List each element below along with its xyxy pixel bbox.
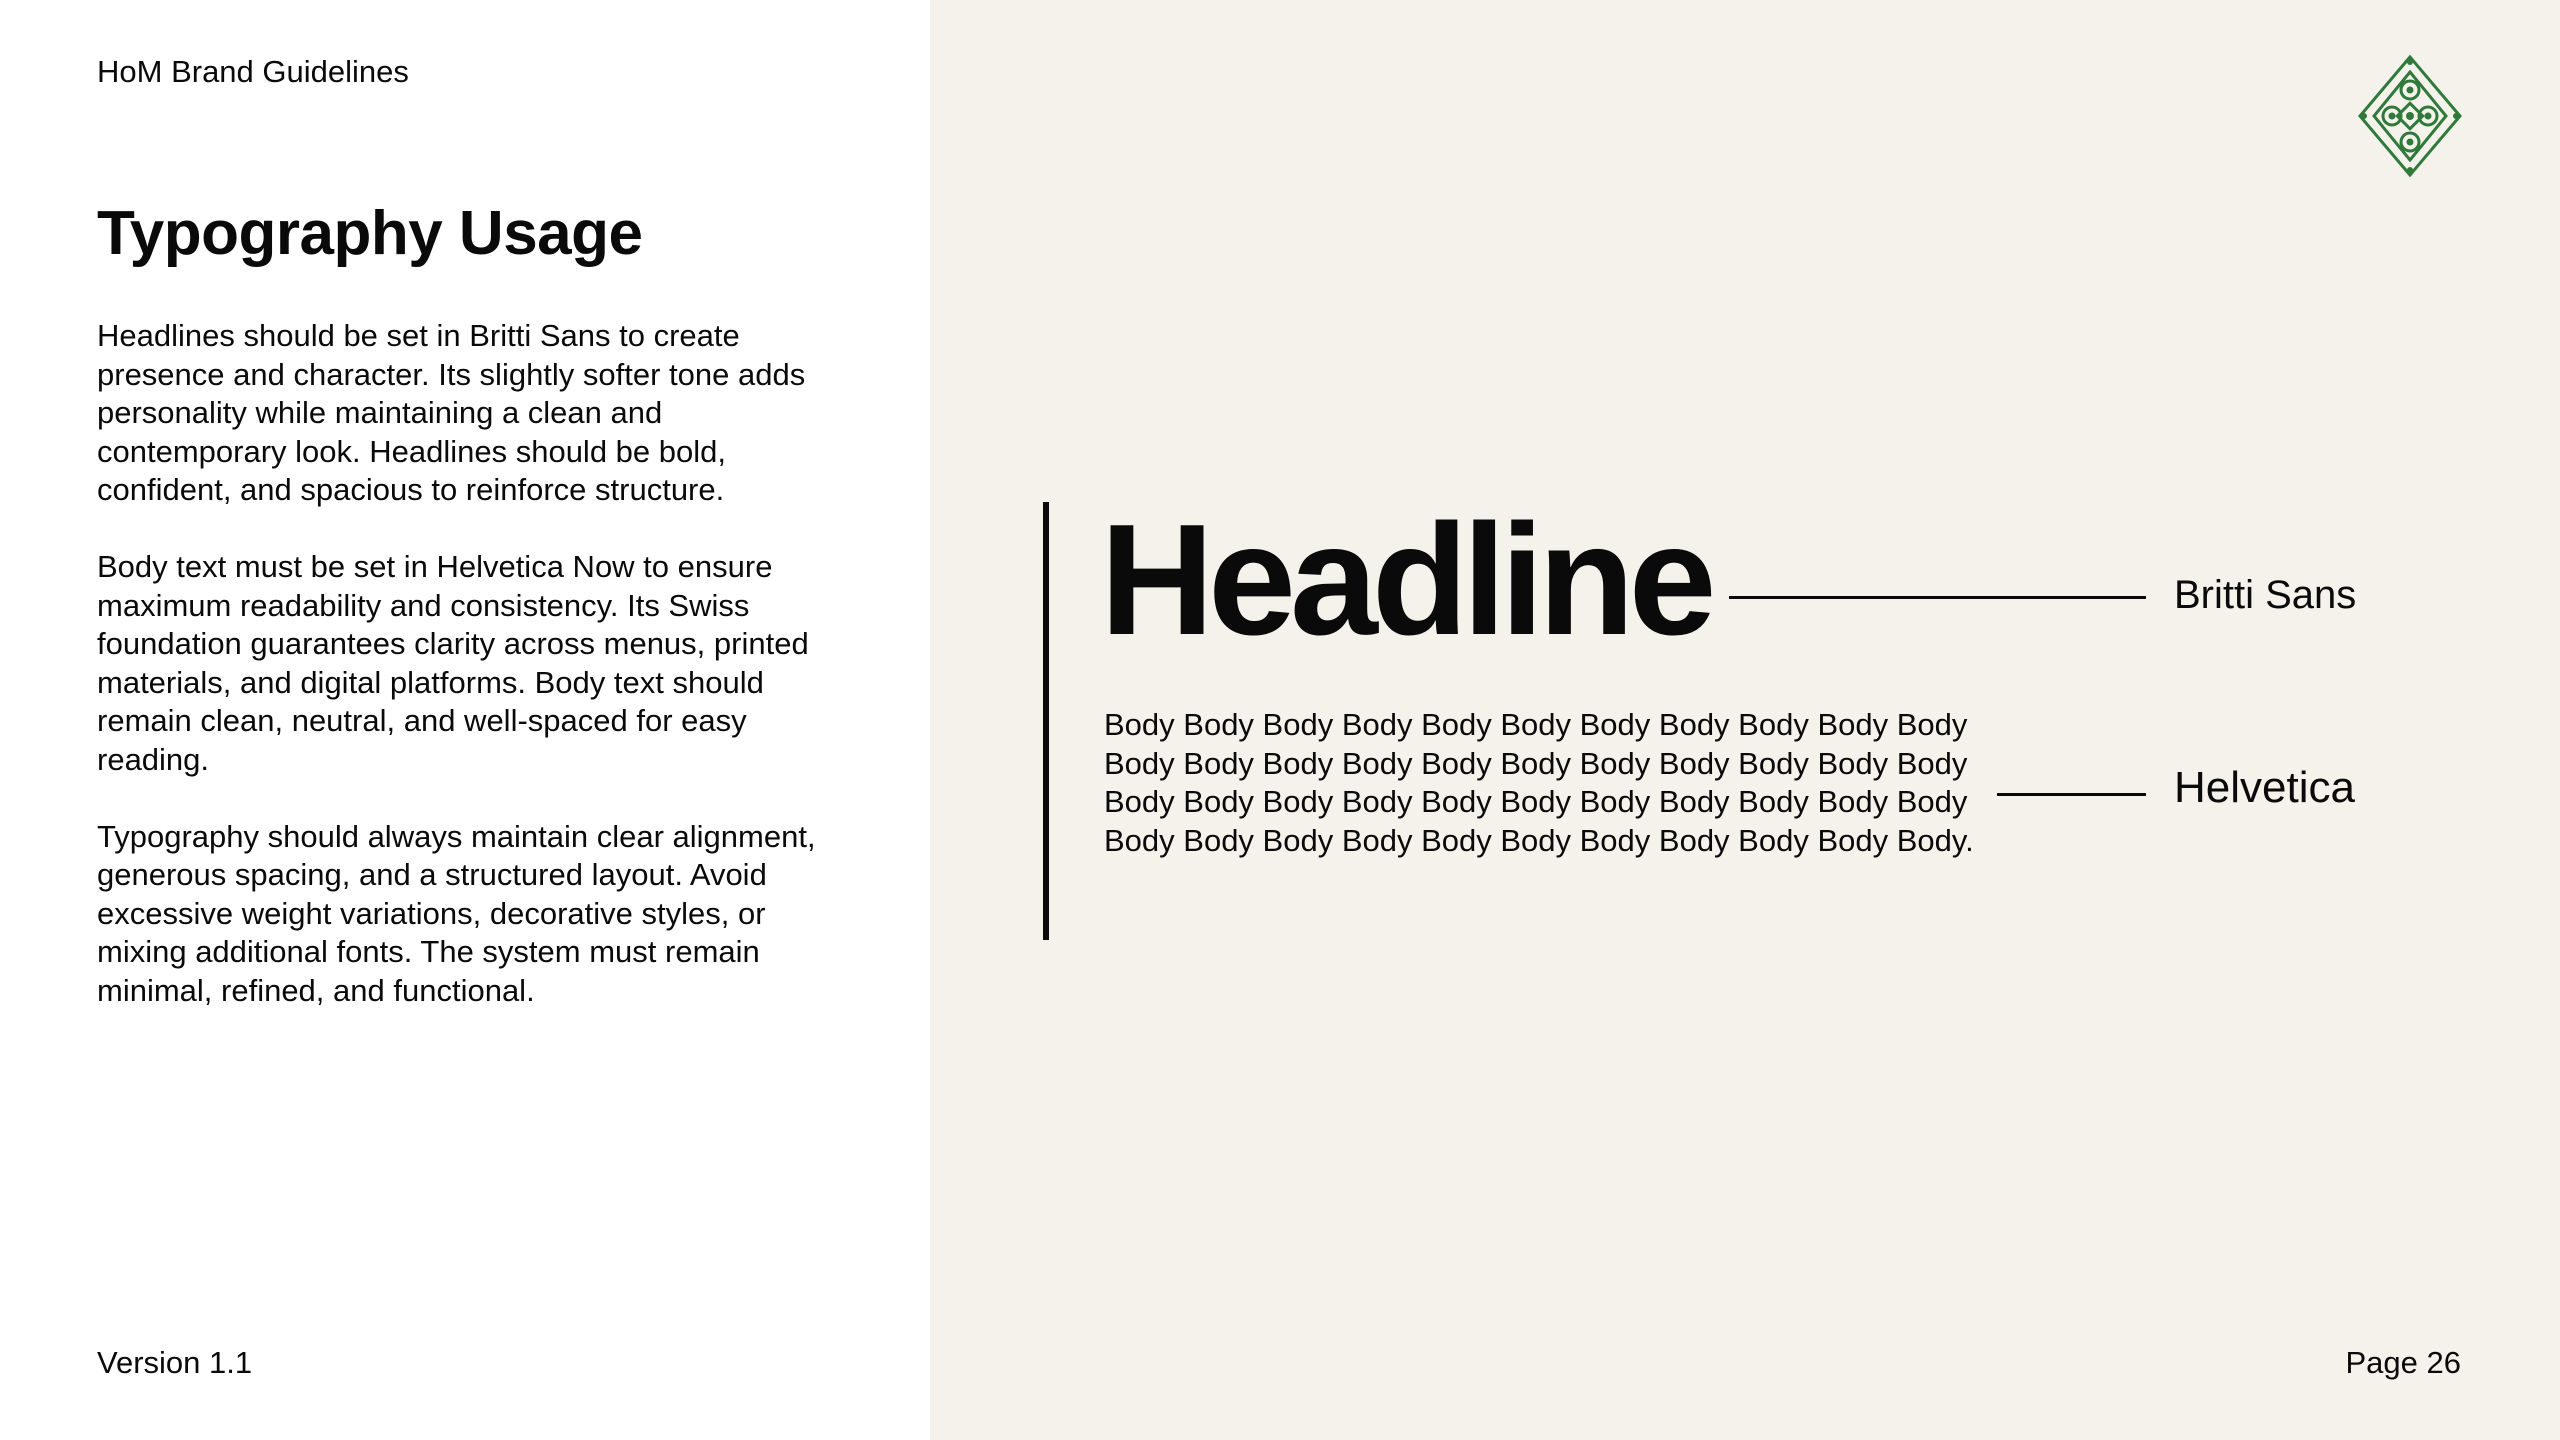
paragraph-body-text: Body text must be set in Helvetica Now to ensure maximum readability and consistency. Its Swiss foundation guarantees clarity across menus, printed materials, and digital platforms. Body text should remain clean, neutral, and well-spaced for easy reading. (97, 549, 809, 777)
headline-font-label: Britti Sans (2174, 573, 2357, 617)
body-specimen: Body Body Body Body Body Body Body Body Body Body Body Body Body Body Body Body Body Body Body Body Body Body Body Body Body Body Body Body Body Body Body Body Body Body Body Body Body Body Body Body Body Body Body Body. (1104, 707, 1974, 858)
paragraph-headlines: Headlines should be set in Britti Sans to create presence and character. Its slightly softer tone adds personality while maintaining a clean and contemporary look. Headlines should be bold, confident, and spacious to reinforce structure. (97, 318, 806, 507)
body-leader-line (1997, 793, 2146, 796)
ornamental-tile-icon (2356, 54, 2464, 178)
headline-specimen: Headline (1100, 492, 1711, 668)
specimen-divider-bar (1043, 502, 1049, 940)
document-header: HoM Brand Guidelines (97, 54, 409, 89)
version-label: Version 1.1 (97, 1345, 253, 1380)
page-number: Page 26 (2345, 1345, 2461, 1380)
headline-leader-line (1729, 596, 2146, 599)
body-font-label: Helvetica (2174, 763, 2355, 812)
paragraph-typography-rules: Typography should always maintain clear alignment, generous spacing, and a structured layout. Avoid excessive weight variations, decorative styles, or mixing additional fonts. The system must remain minimal, refined, and functional. (97, 818, 816, 1008)
page-title: Typography Usage (97, 199, 643, 268)
body-copy (97, 317, 837, 1049)
left-panel (0, 0, 930, 1440)
